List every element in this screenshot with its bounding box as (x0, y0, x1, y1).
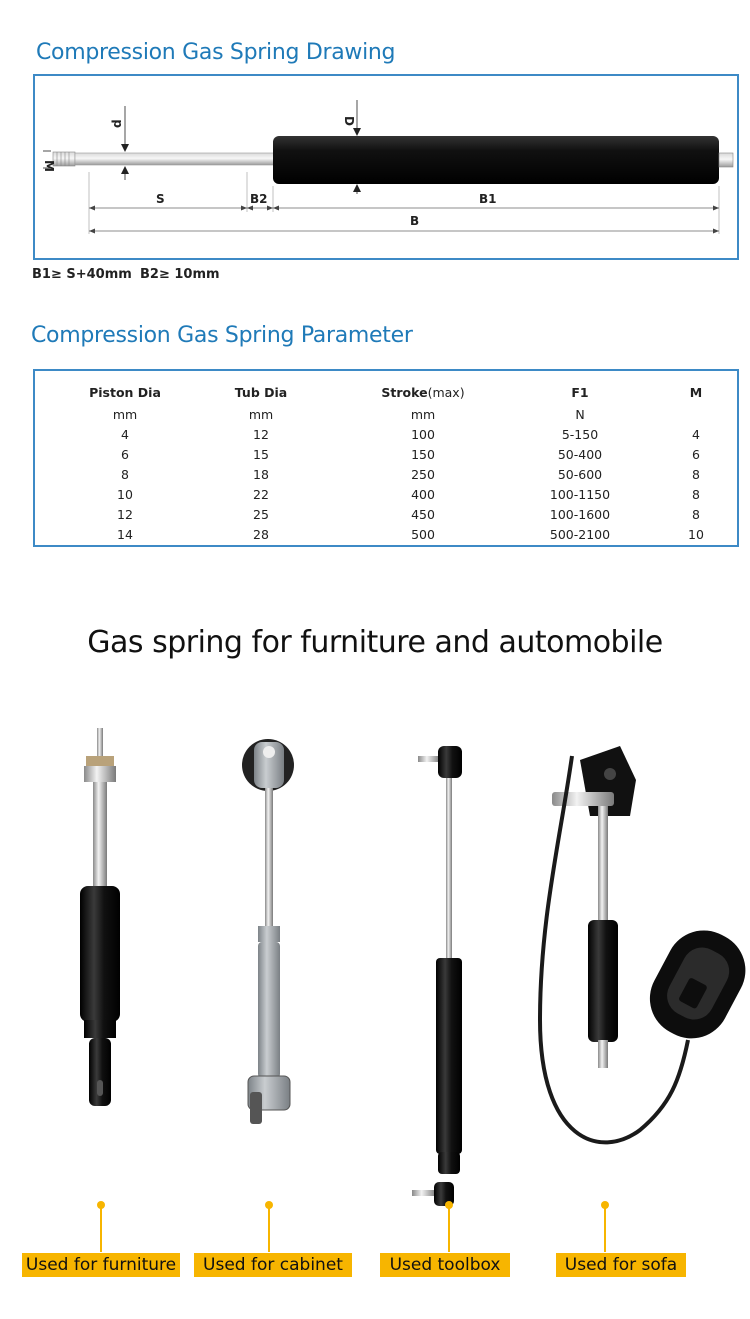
table-cell: 12 (253, 426, 269, 442)
label-B2: B2 (250, 192, 268, 206)
unit-cell (646, 404, 746, 424)
drawing-frame (33, 74, 739, 260)
header-stroke: Stroke(max) (381, 384, 465, 400)
parameter-table (60, 380, 746, 544)
table-cell: 250 (411, 466, 435, 482)
table-cell: 15 (253, 446, 269, 462)
table-cell: 18 (253, 466, 269, 482)
table-header-row (60, 380, 746, 404)
toolbox-pointer-dot (445, 1201, 453, 1209)
table-cell: 50-400 (557, 446, 603, 462)
table-cell: 4 (121, 426, 129, 442)
note-b2: B2≥ 10mm (140, 267, 220, 282)
table-row (60, 524, 746, 544)
table-cell: 500-2100 (549, 526, 611, 542)
table-cell: 8 (692, 486, 700, 502)
table-cell: 500 (411, 526, 435, 542)
unit-cell: mm (248, 406, 274, 422)
label-D: D (342, 116, 356, 126)
cabinet-gas-spring-image (242, 739, 294, 1124)
table-cell: 22 (253, 486, 269, 502)
label-B: B (410, 214, 420, 228)
caption-furniture: Used for furniture (22, 1253, 180, 1277)
unit-cell: mm (112, 406, 138, 422)
table-cell: 25 (253, 506, 269, 522)
product-images (0, 720, 750, 1260)
toolbox-gas-spring-image (412, 746, 462, 1206)
label-M: M (42, 160, 56, 172)
table-cell: 28 (253, 526, 269, 542)
table-cell: 14 (117, 526, 133, 542)
table-cell: 8 (692, 506, 700, 522)
table-cell: 50-600 (557, 466, 603, 482)
table-row (60, 464, 746, 484)
toolbox-pointer-line (448, 1206, 450, 1252)
label-B1: B1 (479, 192, 497, 206)
table-row (60, 504, 746, 524)
header-f1: F1 (571, 384, 589, 400)
headline: Gas spring for furniture and automobile (87, 625, 663, 660)
table-cell: 8 (692, 466, 700, 482)
unit-cell: N (575, 406, 585, 422)
furniture-pointer-dot (97, 1201, 105, 1209)
table-cell: 4 (692, 426, 700, 442)
table-cell: 150 (411, 446, 435, 462)
table-row (60, 444, 746, 464)
caption-sofa: Used for sofa (556, 1253, 686, 1277)
furniture-pointer-line (100, 1206, 102, 1252)
cabinet-pointer-dot (265, 1201, 273, 1209)
table-cell: 8 (121, 466, 129, 482)
parameter-title: Compression Gas Spring Parameter (31, 323, 413, 348)
label-d: d (110, 119, 124, 128)
table-cell: 12 (117, 506, 133, 522)
table-cell: 6 (692, 446, 700, 462)
sofa-gas-spring-image (540, 746, 750, 1142)
table-cell: 100-1150 (549, 486, 611, 502)
table-row (60, 484, 746, 504)
piston-rod (75, 153, 275, 165)
header-piston-dia: Piston Dia (89, 384, 161, 400)
caption-cabinet: Used for cabinet (194, 1253, 352, 1277)
sofa-pointer-dot (601, 1201, 609, 1209)
gas-spring-drawing (35, 76, 737, 258)
drawing-title: Compression Gas Spring Drawing (36, 40, 396, 65)
label-S: S (156, 192, 165, 206)
table-cell: 100-1600 (549, 506, 611, 522)
rod-thread-right (719, 153, 733, 167)
table-cell: 6 (121, 446, 129, 462)
tube (273, 136, 719, 184)
sofa-pointer-line (604, 1206, 606, 1252)
table-cell: 10 (688, 526, 704, 542)
table-cell: 10 (117, 486, 133, 502)
caption-toolbox: Used toolbox (380, 1253, 510, 1277)
unit-cell: mm (410, 406, 436, 422)
table-unit-row (60, 404, 746, 424)
note-b1: B1≥ S+40mm (32, 267, 132, 282)
header-m: M (689, 384, 703, 400)
table-cell: 100 (411, 426, 435, 442)
table-cell: 400 (411, 486, 435, 502)
table-cell: 5-150 (561, 426, 599, 442)
table-row (60, 424, 746, 444)
header-tub-dia: Tub Dia (234, 384, 288, 400)
table-cell: 450 (411, 506, 435, 522)
furniture-gas-spring-image (80, 728, 120, 1106)
cabinet-pointer-line (268, 1206, 270, 1252)
